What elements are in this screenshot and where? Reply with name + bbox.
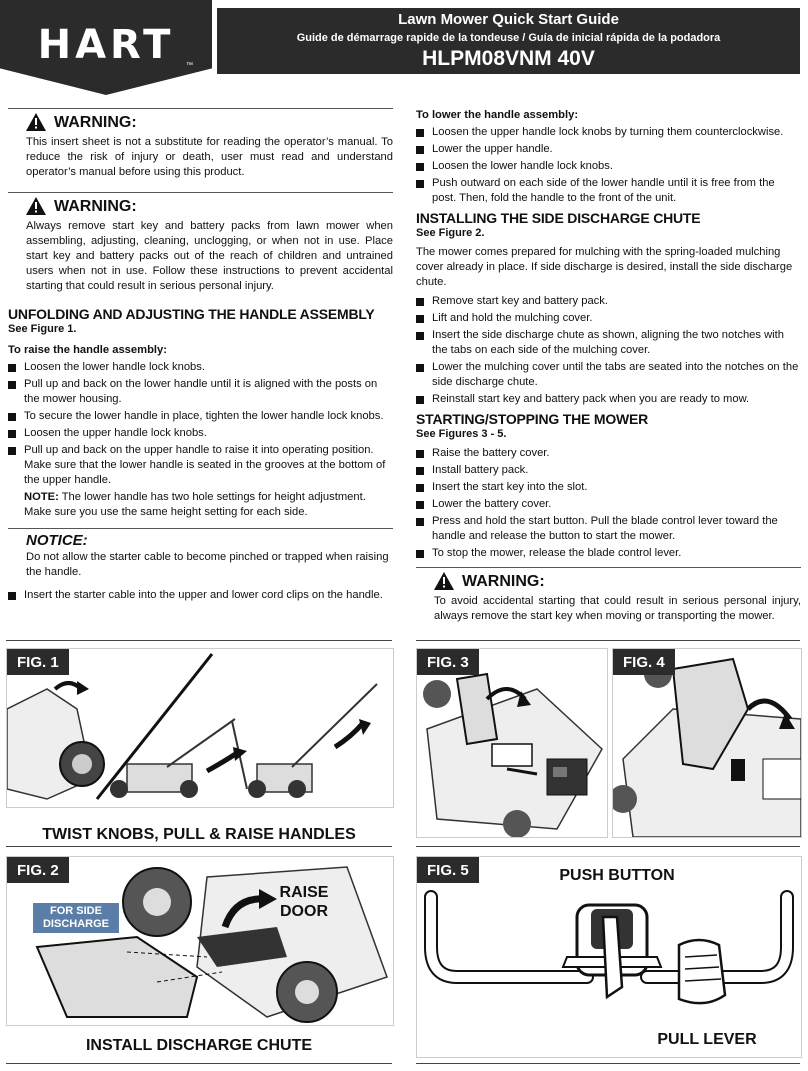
warning-label: WARNING: [54,197,137,215]
notice-label: NOTICE: [26,532,88,549]
push-button-callout: PUSH BUTTON [559,867,675,884]
list-item: Remove start key and battery pack. [416,294,801,309]
list-item: Insert the start key into the slot. [416,480,801,495]
list-item: Loosen the upper handle lock knobs by turning them counterclockwise. [416,125,801,140]
list-item: Lower the mulching cover until the tabs are seated into the notches on the side discharge chute. [416,360,801,390]
section-title-starting: STARTING/STOPPING THE MOWER [416,411,649,427]
list-item: Loosen the upper handle lock knobs. [8,426,393,441]
raise-door-callout: RAISE DOOR [279,884,329,920]
right-column [416,108,801,624]
list-item: Push outward on each side of the lower handle until it is free from the post. Then, fold the handle to the front of the unit. [416,176,801,206]
list-item: Pull up and back on the upper handle to raise it into operating position. Make sure that the lower handle is seated in the grooves at the bottom of the upper handle. [8,443,393,488]
figure-label: FIG. 5 [417,857,479,883]
warning-text: To avoid accidental starting that could result in serious personal injury, always remove the start key when moving or transporting the mower. [434,595,801,622]
list-item: Press and hold the start button. Pull the blade control lever toward the handle and release the button to start the mower. [416,514,801,544]
figure-label: FIG. 1 [7,649,69,675]
warning-block-1 [8,113,393,180]
warning-triangle-icon [26,113,46,131]
note-label: NOTE: [24,491,59,503]
list-item: Lift and hold the mulching cover. [416,311,801,326]
figure-5-illustration [417,857,801,1057]
page-subtitle: Guide de démarrage rapide de la tondeuse / Guía de inicial rápida de la podadora [296,32,721,44]
divider [416,846,800,847]
list-item: Reinstall start key and battery pack when you are ready to mow. [416,392,801,407]
divider [6,1063,392,1064]
list-item: Loosen the lower handle lock knobs. [8,360,393,375]
section-title-unfold: UNFOLDING AND ADJUSTING THE HANDLE ASSEMBLY [8,306,375,322]
warning-text: This insert sheet is not a substitute for reading the operator’s manual. To reduce the risk of injury or death, user must read and understand operator’s manual before using this product. [26,136,393,178]
left-column [8,108,393,605]
figure-3-illustration [417,649,607,837]
list-item: Insert the side discharge chute as shown, aligning the two notches with the tabs on each side of the mulching cover. [416,328,801,358]
list-item: Pull up and back on the lower handle until it is aligned with the posts on the mower housing. [8,377,393,407]
list-item: To secure the lower handle in place, tighten the lower handle lock knobs. [8,409,393,424]
side-discharge-tag: FOR SIDE DISCHARGE [33,903,119,933]
starting-steps [416,446,801,561]
figure-2-caption: INSTALL DISCHARGE CHUTE [85,1037,313,1054]
logo: HART [37,22,175,68]
list-item: To stop the mower, release the blade control lever. [416,546,801,561]
section-title-discharge: INSTALLING THE SIDE DISCHARGE CHUTE [416,210,701,226]
list-item: Loosen the lower handle lock knobs. [416,159,801,174]
lower-steps [416,125,801,206]
warning-triangle-icon [434,572,454,590]
discharge-steps [416,294,801,407]
figure-1-caption: TWIST KNOBS, PULL & RAISE HANDLES [42,826,356,843]
figure-4-illustration [613,649,801,837]
divider [6,846,392,847]
see-figure-1: See Figure 1. [8,323,77,335]
list-item: Insert the starter cable into the upper and lower cord clips on the handle. [8,588,393,603]
list-item: Raise the battery cover. [416,446,801,461]
see-figure-2: See Figure 2. [416,227,485,239]
notice-text: Do not allow the starter cable to become pinched or trapped when raising the handle. [26,551,389,578]
divider [6,640,392,641]
note [8,490,393,520]
warning-label: WARNING: [462,572,545,590]
figure-5 [416,856,802,1058]
discharge-intro: The mower comes prepared for mulching with the spring-loaded mulching cover already in place. If side discharge is desired, install the side discharge chute. [416,246,793,288]
figure-label: FIG. 2 [7,857,69,883]
list-item: Install battery pack. [416,463,801,478]
warning-block-2 [8,197,393,294]
figure-3 [416,648,608,838]
warning-label: WARNING: [54,113,137,131]
see-figures-3-5: See Figures 3 - 5. [416,428,507,440]
raise-steps [8,360,393,488]
figure-label: FIG. 3 [417,649,479,675]
warning-triangle-icon [26,197,46,215]
figure-4 [612,648,802,838]
page-title: Lawn Mower Quick Start Guide [398,11,619,28]
model-number: HLPM08VNM 40V [422,47,595,70]
lower-title: To lower the handle assembly: [416,109,579,121]
list-item: Lower the upper handle. [416,142,801,157]
figure-label: FIG. 4 [613,649,675,675]
pull-lever-callout: PULL LEVER [657,1031,757,1048]
divider [416,1063,800,1064]
list-item: Lower the battery cover. [416,497,801,512]
note-text: The lower handle has two hole settings for height adjustment. Make sure you use the same height setting for each side. [24,491,366,518]
divider [416,640,800,641]
warning-text: Always remove start key and battery packs from lawn mower when assembling, adjusting, cleaning, unclogging, or when not in use. Place start key and battery packs out of the reach of children and untrained users when not in use. Follow these instructions to prevent accidental starting that could result in serious personal injury. [26,220,393,292]
title-box [217,8,800,74]
trademark: ™ [186,62,193,69]
figure-1 [6,648,394,808]
raise-title: To raise the handle assembly: [8,344,167,356]
figure-2 [6,856,394,1026]
